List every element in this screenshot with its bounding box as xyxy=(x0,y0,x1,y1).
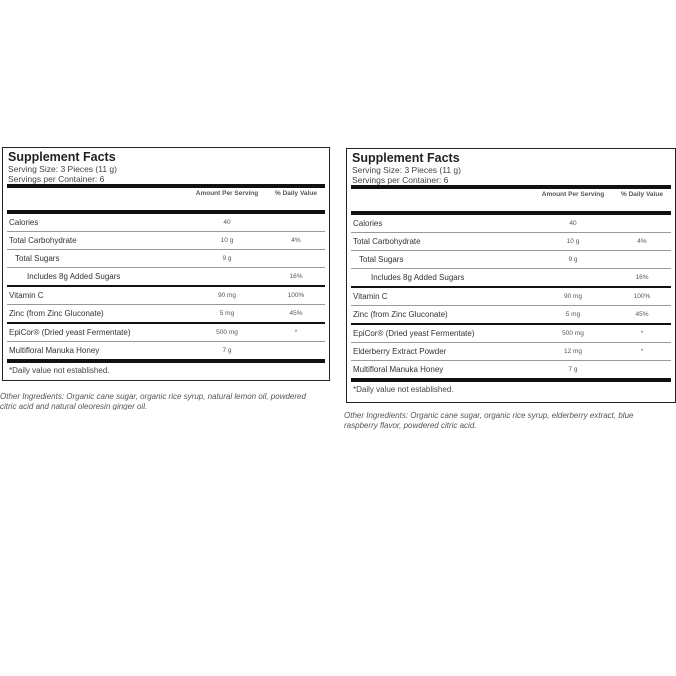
table-row: Total Carbohydrate 10 g 4% xyxy=(7,231,325,249)
facts-title: Supplement Facts xyxy=(8,150,116,164)
table-row: Multifloral Manuka Honey 7 g xyxy=(7,341,325,359)
table-row: Calories 40 xyxy=(9,218,231,227)
amount-header: Amount Per Serving xyxy=(195,190,259,197)
dv-header: % Daily Value xyxy=(275,190,317,197)
dv-header: % Daily Value xyxy=(621,191,663,198)
table-row: Calories 40 xyxy=(353,219,577,228)
column-header xyxy=(351,189,671,211)
table-row: EpiCor® (Dried yeast Fermentate) 500 mg * xyxy=(7,322,325,341)
table-row: EpiCor® (Dried yeast Fermentate) 500 mg * xyxy=(351,323,671,342)
table-row: Multifloral Manuka Honey 7 g xyxy=(351,360,671,378)
table-row: Includes 8g Added Sugars 16% xyxy=(7,267,325,285)
footnote: *Daily value not established. xyxy=(353,385,454,394)
facts-title: Supplement Facts xyxy=(352,151,460,165)
supplement-facts-right xyxy=(346,148,676,403)
other-ingredients-right: Other Ingredients: Organic cane sugar, organic rice syrup, elderberry extract, blue raspberry flavor, powdered citric acid. xyxy=(344,411,634,430)
serving-size: Serving Size: 3 Pieces (11 g) xyxy=(352,165,461,175)
table-row: Total Sugars 9 g xyxy=(7,249,325,267)
table-row: Total Sugars 9 g xyxy=(351,250,671,268)
amount-header: Amount Per Serving xyxy=(541,191,605,198)
table-row: Total Carbohydrate 10 g 4% xyxy=(351,232,671,250)
serving-size: Serving Size: 3 Pieces (11 g) xyxy=(8,164,117,174)
table-row: Includes 8g Added Sugars 16% xyxy=(351,268,671,286)
servings-per-container: Servings per Container: 6 xyxy=(8,174,105,184)
supplement-facts-left xyxy=(2,147,330,381)
footnote: *Daily value not established. xyxy=(9,366,110,375)
table-row: Vitamin C 90 mg 100% xyxy=(7,285,325,304)
table-row: Elderberry Extract Powder 12 mg * xyxy=(351,342,671,360)
table-row: Vitamin C 90 mg 100% xyxy=(351,286,671,305)
column-header xyxy=(7,188,325,210)
table-row: Zinc (from Zinc Gluconate) 5 mg 45% xyxy=(7,304,325,322)
servings-per-container: Servings per Container: 6 xyxy=(352,175,449,185)
other-ingredients-left: Other Ingredients: Organic cane sugar, organic rice syrup, natural lemon oil, powdered citric acid and natural oleoresin ginger oil. xyxy=(0,392,306,410)
table-row: Zinc (from Zinc Gluconate) 5 mg 45% xyxy=(351,305,671,323)
